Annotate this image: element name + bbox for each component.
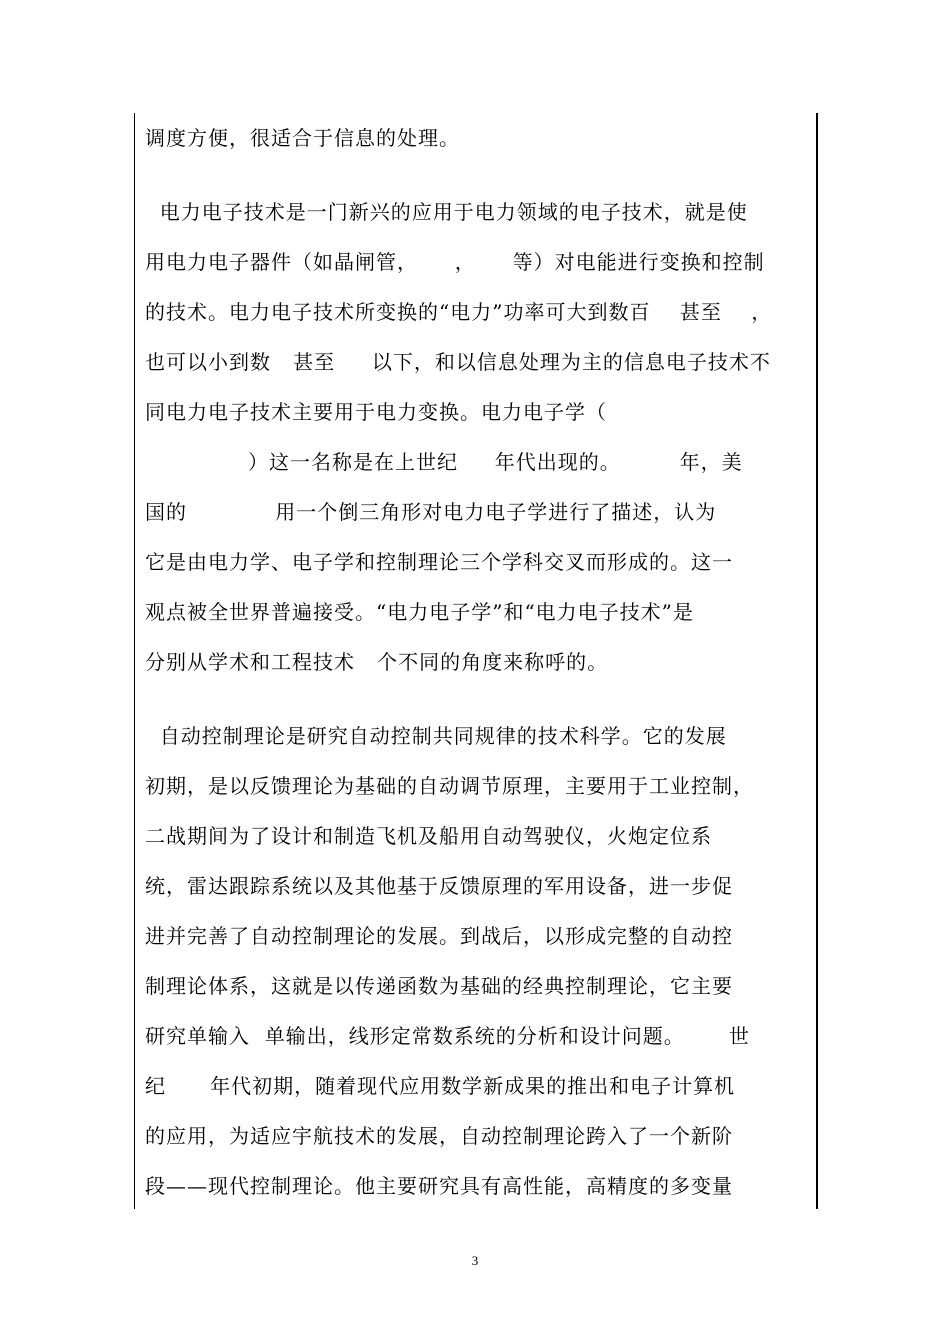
text-line: 统，雷达跟踪系统以及其他基于反馈原理的军用设备，进一步促 (145, 874, 733, 898)
text-line: 制理论体系，这就是以传递函数为基础的经典控制理论，它主要 (145, 974, 733, 998)
text-line: 的技术。电力电子技术所变换的“电力”功率可大到数百 甚至 ， (145, 300, 773, 324)
paragraph (145, 711, 810, 1211)
table-border-left (134, 113, 135, 1209)
paragraph (145, 187, 810, 687)
text-line: 它是由电力学、电子学和控制理论三个学科交叉而形成的。这一 (145, 550, 733, 574)
text-line: 电力电子技术是一门新兴的应用于电力领域的电子技术，就是使 (145, 200, 748, 224)
text-line: 自动控制理论是研究自动控制共同规律的技术科学。它的发展 (145, 724, 727, 748)
text-line: ）这一名称是在上世纪 年代出现的。 年，美 (145, 450, 743, 474)
text-line: 观点被全世界普遍接受。“电力电子学”和“电力电子技术”是 (145, 600, 694, 624)
body-text (145, 113, 810, 1211)
table-border-right (816, 113, 818, 1209)
text-line: 调度方便，很适合于信息的处理。 (145, 126, 460, 150)
text-line: 初期，是以反馈理论为基础的自动调节原理，主要用于工业控制， (145, 774, 754, 798)
text-line: 也可以小到数 甚至 以下，和以信息处理为主的信息电子技术不 (145, 350, 771, 374)
text-line: 纪 年代初期，随着现代应用数学新成果的推出和电子计算机 (145, 1074, 736, 1098)
page-number: 3 (471, 1253, 479, 1268)
paragraph (145, 113, 810, 163)
text-line: 的应用，为适应宇航技术的发展，自动控制理论跨入了一个新阶 (145, 1124, 733, 1148)
paragraph-spacer (145, 163, 810, 187)
text-line: 段——现代控制理论。他主要研究具有高性能，高精度的多变量 (145, 1174, 733, 1198)
text-line: 二战期间为了设计和制造飞机及船用自动驾驶仪，火炮定位系 (145, 824, 712, 848)
text-line: 进并完善了自动控制理论的发展。到战后，以形成完整的自动控 (145, 924, 733, 948)
text-line: 国的 用一个倒三角形对电力电子学进行了描述，认为 (145, 500, 717, 524)
paragraph-spacer (145, 687, 810, 711)
text-line: 分别从学术和工程技术 个不同的角度来称呼的。 (145, 650, 609, 674)
text-line: 研究单输入 单输出，线形定常数系统的分析和设计问题。 世 (145, 1024, 750, 1048)
text-line: 用电力电子器件（如晶闸管， ， 等）对电能进行变换和控制 (145, 250, 765, 274)
text-line: 同电力电子技术主要用于电力变换。电力电子学（ (145, 400, 607, 424)
